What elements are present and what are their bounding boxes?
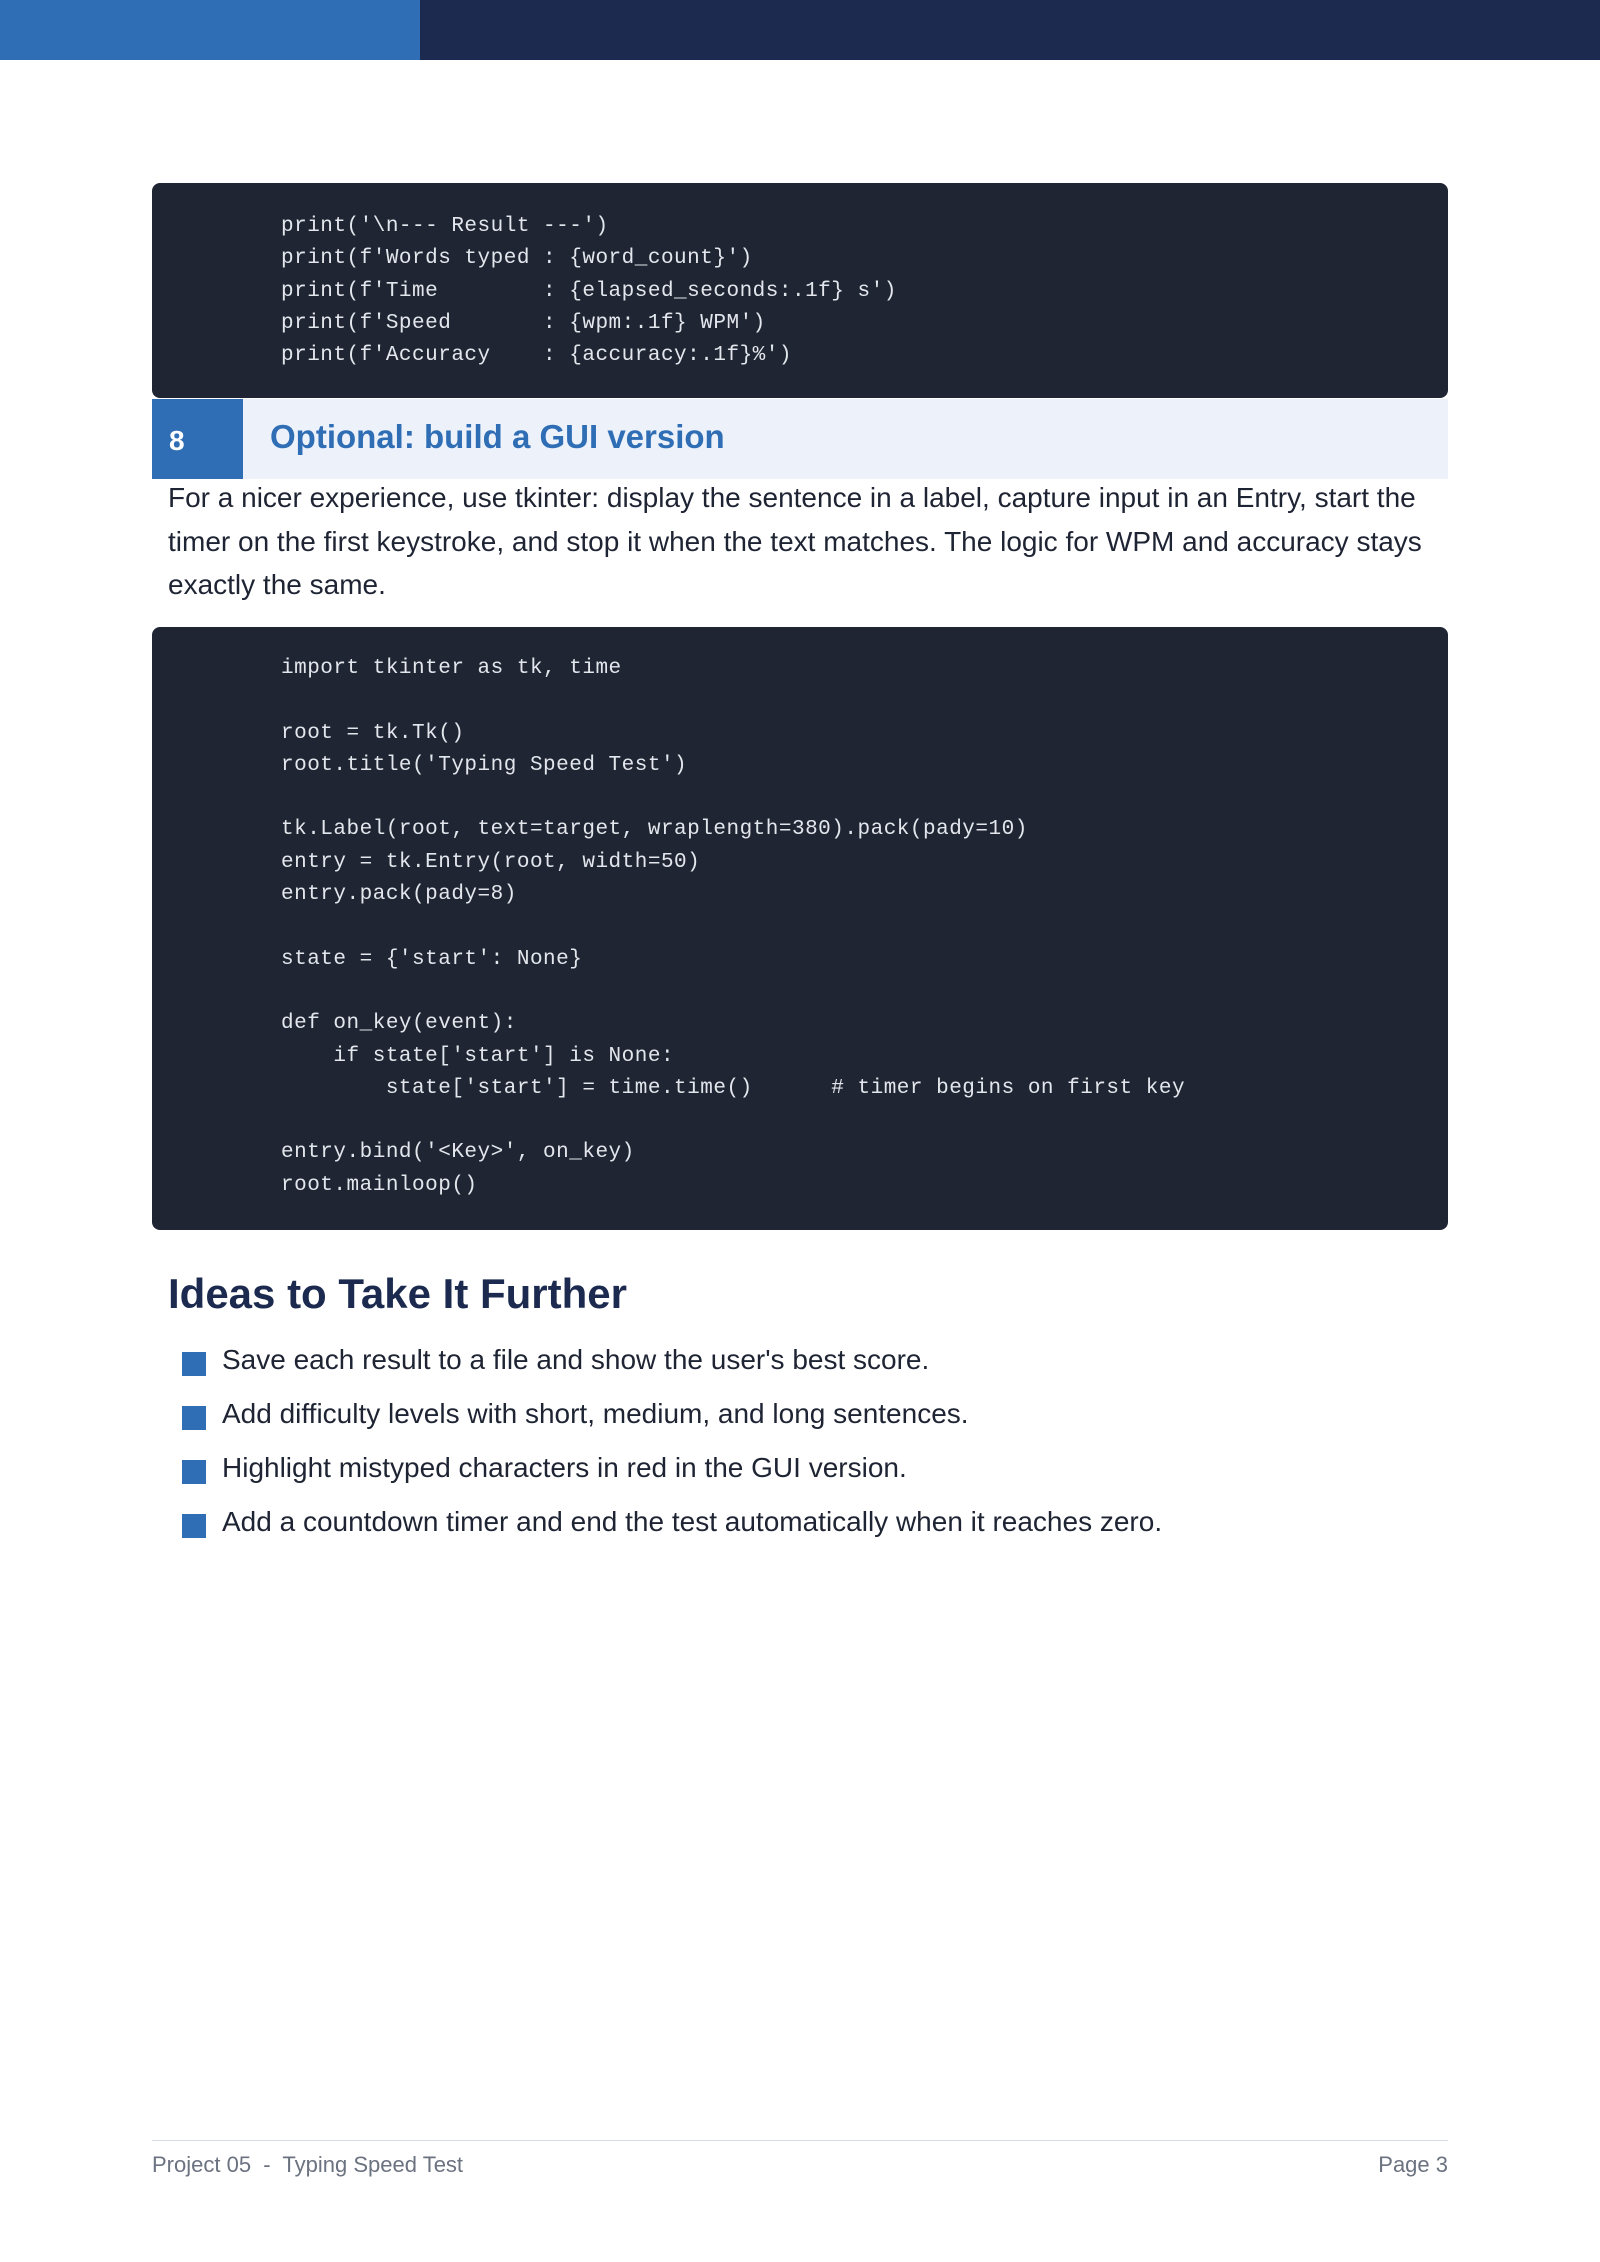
list-item [180, 1505, 1162, 1559]
ideas-heading: Ideas to Take It Further [168, 1270, 627, 1317]
code-block-result [152, 183, 1448, 398]
list-item [180, 1397, 1162, 1451]
ideas-list [180, 1343, 1162, 1559]
list-item [180, 1451, 1162, 1505]
list-item-text: Save each result to a file and show the user's best score. [222, 1344, 930, 1375]
list-item-text: Highlight mistyped characters in red in the GUI version. [222, 1452, 907, 1483]
top-banner-accent [0, 0, 420, 60]
code-text: import tkinter as tk, time root = tk.Tk() root.title('Typing Speed Test') tk.Label(root, text=target, wraplength=380).pack(pady=10) entry = tk.Entry(root, width=50) entry.pack(pady=8) state = {'start': None} def on_key(event): if state['start'] is None: state['start'] = time.time() # timer begins on first key entry.bind('<Key>', on_key) root.mainloop() [281, 657, 1186, 1197]
square-bullet-icon [182, 1406, 206, 1430]
footer-project-title: Project 05 - Typing Speed Test [152, 2152, 464, 2177]
list-item-text: Add a countdown timer and end the test automatically when it reaches zero. [222, 1506, 1163, 1537]
section-header [152, 399, 1448, 479]
code-text: print('\n--- Result ---') print(f'Words typed : {word_count}') print(f'Time : {elapsed_seconds:.1f} s') print(f'Speed : {wpm:.1f} WPM') print(f'Accuracy : {accuracy:.1f}%') [281, 215, 897, 368]
footer-page-number: Page 3 [1378, 2152, 1448, 2177]
top-banner [0, 0, 1600, 60]
square-bullet-icon [182, 1460, 206, 1484]
list-item-text: Add difficulty levels with short, medium, and long sentences. [222, 1398, 969, 1429]
section-number: 8 [152, 399, 243, 479]
square-bullet-icon [182, 1352, 206, 1376]
code-block-gui [152, 627, 1448, 1230]
section-body: For a nicer experience, use tkinter: display the sentence in a label, capture input in an Entry, start the timer on the first keystroke, and stop it when the text matches. The logic for WPM and accuracy stays exactly the same. [168, 482, 1422, 600]
list-item [180, 1343, 1162, 1397]
square-bullet-icon [182, 1514, 206, 1538]
footer-divider [152, 2140, 1448, 2141]
section-title: Optional: build a GUI version [270, 418, 725, 455]
